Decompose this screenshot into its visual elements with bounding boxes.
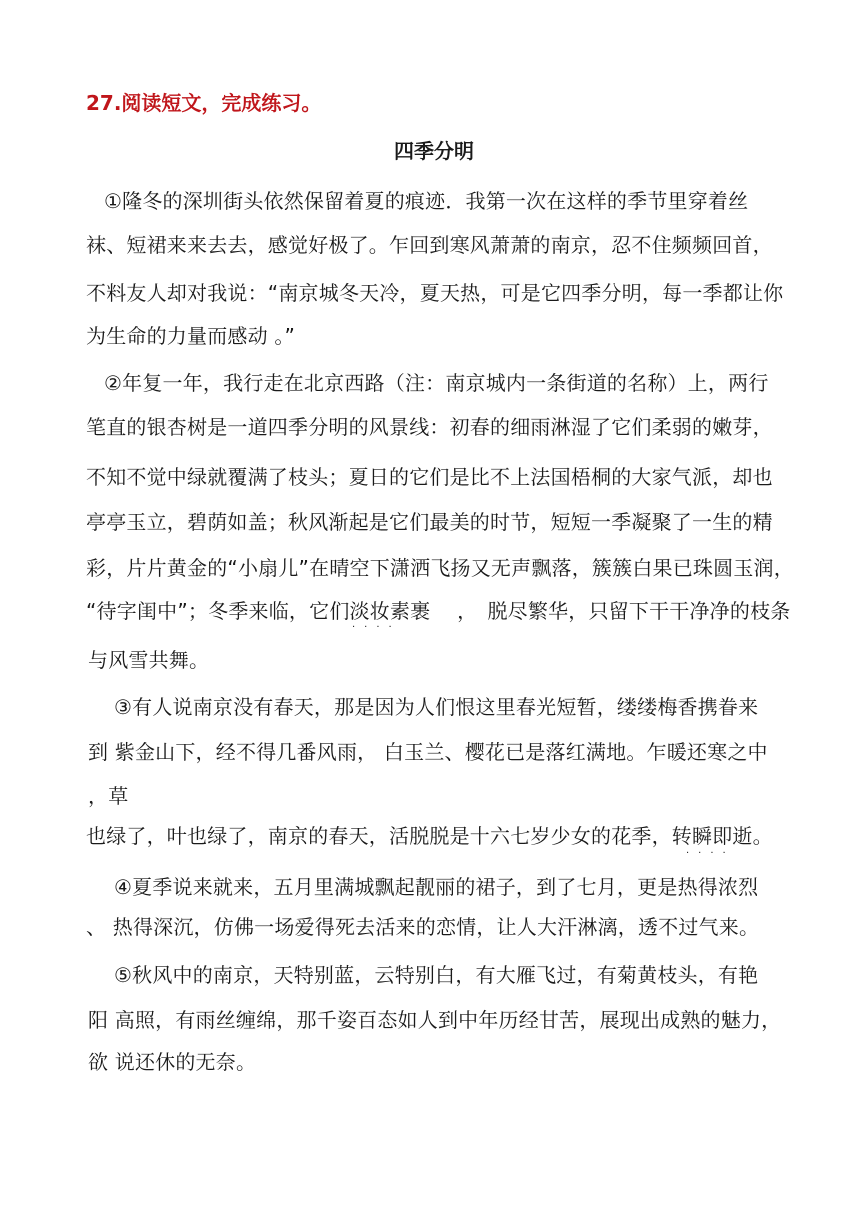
paragraph-3-line-4: 也绿了，叶也绿了，南京的春天，活脱脱是十六七岁少女的花季，转瞬即逝。: [86, 824, 773, 848]
paragraph-3-line-3: ，草: [88, 784, 129, 808]
emphasis-dots-1: ····: [352, 622, 401, 633]
paragraph-2-line-1: ②年复一年，我行走在北京西路（注：南京城内一条街道的名称）上，两行: [104, 371, 769, 395]
paragraph-5-line-3: 欲 说还休的无奈。: [88, 1050, 257, 1074]
paragraph-1-line-2: 袜、短裙来来去去，感觉好极了。乍回到寒风萧萧的南京，忍不住频频回首，: [86, 233, 773, 257]
paragraph-2-line-4: 亭亭玉立，碧荫如盖；秋风渐起是它们最美的时节，短短一季凝聚了一生的精: [86, 510, 773, 534]
paragraph-2-line-7: 与风雪共舞。: [88, 648, 210, 672]
paragraph-1-line-1: ①隆冬的深圳街头依然保留着夏的痕迹．我第一次在这样的季节里穿着丝: [104, 189, 749, 213]
paragraph-2-line-5: 彩，片片黄金的“小扇儿”在晴空下潇洒飞扬又无声飘落，簇簇白果已珠圆玉润，: [86, 556, 794, 580]
paragraph-4-line-1: ④夏季说来就来，五月里满城飘起靓丽的裙子，到了七月，更是热得浓烈: [114, 875, 759, 899]
passage-title: 四季分明: [394, 139, 474, 163]
paragraph-1-line-3: 不料友人却对我说：“南京城冬天冷，夏天热，可是它四季分明，每一季都让你: [86, 281, 784, 305]
emphasis-dots-2: ····: [686, 848, 735, 859]
paragraph-3-line-2: 到 紫金山下，经不得几番风雨， 白玉兰、樱花已是落红满地。乍暖还寒之中: [88, 740, 768, 764]
paragraph-2-line-6: “待字闺中”；冬季来临，它们淡妆素裹 ， 脱尽繁华，只留下干干净净的枝条: [86, 599, 791, 623]
paragraph-3-line-1: ③有人说南京没有春天，那是因为人们恨这里春光短暂，缕缕梅香携眷来: [114, 695, 759, 719]
paragraph-5-line-1: ⑤秋风中的南京，天特别蓝，云特别白，有大雁飞过，有菊黄枝头，有艳: [114, 963, 759, 987]
paragraph-2-line-2: 笔直的银杏树是一道四季分明的风景线：初春的细雨淋湿了它们柔弱的嫩芽，: [86, 415, 773, 439]
paragraph-1-line-4: 为生命的力量而感动 。”: [86, 324, 296, 348]
paragraph-5-line-2: 阳 高照，有雨丝缠绵，那千姿百态如人到中年历经甘苦，展现出成熟的魅力，: [88, 1008, 782, 1032]
question-heading: 27.阅读短文，完成练习。: [86, 91, 322, 115]
paragraph-4-line-2: 、 热得深沉，仿佛一场爱得死去活来的恋情，让人大汗淋漓，透不过气来。: [86, 915, 760, 939]
paragraph-2-line-3: 不知不觉中绿就覆满了枝头；夏日的它们是比不上法国梧桐的大家气派，却也: [86, 465, 773, 489]
